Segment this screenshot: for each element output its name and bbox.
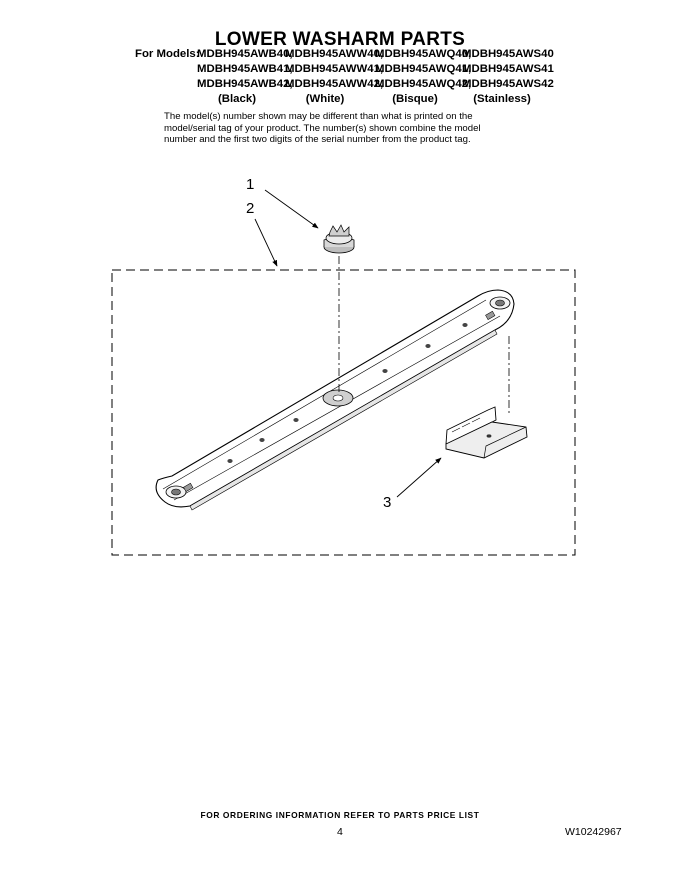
page-number: 4 bbox=[337, 826, 343, 838]
note-line: number and the first two digits of the serial number from the product tag. bbox=[164, 134, 471, 145]
for-models-label: For Models: bbox=[135, 48, 200, 60]
washarm-nut bbox=[324, 225, 354, 253]
document-number: W10242967 bbox=[565, 826, 622, 838]
callout-1: 1 bbox=[246, 176, 255, 193]
model-number: MDBH945AWQ40, bbox=[375, 48, 472, 60]
model-number: MDBH945AWS42 bbox=[462, 78, 554, 90]
ordering-info: FOR ORDERING INFORMATION REFER TO PARTS PRICE LIST bbox=[200, 810, 480, 820]
color-label: (White) bbox=[305, 93, 345, 105]
color-label: (Black) bbox=[218, 93, 256, 105]
callout-1-leader bbox=[265, 190, 318, 228]
model-number: MDBH945AWB40, bbox=[197, 48, 293, 60]
model-number: MDBH945AWS41 bbox=[462, 63, 554, 75]
model-number: MDBH945AWB42, bbox=[197, 78, 293, 90]
note-line: model/serial tag of your product. The number(s) shown combine the model bbox=[164, 122, 481, 134]
callout-2-leader bbox=[255, 219, 277, 266]
lower-washarm bbox=[156, 290, 514, 510]
callout-3-leader bbox=[397, 458, 441, 497]
model-number: MDBH945AWW41, bbox=[285, 63, 384, 75]
page-title: LOWER WASHARM PARTS bbox=[214, 29, 466, 50]
model-number: MDBH945AWQ42, bbox=[375, 78, 472, 90]
model-number: MDBH945AWS40 bbox=[462, 48, 554, 60]
note-line: The model(s) number shown may be different than what is printed on the bbox=[164, 111, 473, 122]
model-number: MDBH945AWW42, bbox=[285, 78, 384, 90]
model-number: MDBH945AWQ41, bbox=[375, 63, 472, 75]
model-number: MDBH945AWW40, bbox=[285, 48, 384, 60]
washarm-clip bbox=[446, 407, 527, 458]
model-number: MDBH945AWB41, bbox=[197, 63, 293, 75]
callout-3: 3 bbox=[383, 494, 392, 511]
color-label: (Bisque) bbox=[392, 93, 438, 105]
color-label: (Stainless) bbox=[473, 93, 531, 105]
callout-2: 2 bbox=[246, 200, 255, 217]
